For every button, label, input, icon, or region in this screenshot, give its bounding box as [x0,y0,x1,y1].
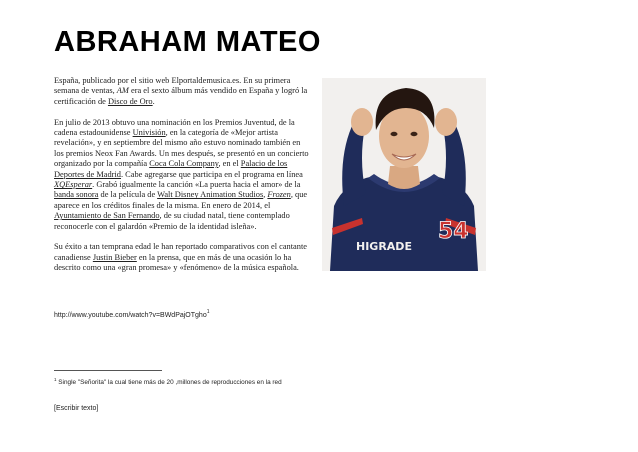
footnote-separator [54,370,162,371]
link-univision[interactable]: Univisión [132,128,166,138]
text-run: . [152,96,155,106]
album-title: AM [116,86,129,96]
link-ayuntamiento-san-fernando[interactable]: Ayuntamiento de San Fernando [54,211,160,221]
text-run: , en el [218,159,241,169]
artist-photo [322,78,486,271]
link-coca-cola-company[interactable]: Coca Cola Company [149,159,219,169]
link-banda-sonora[interactable]: banda sonora [54,190,99,200]
document-title: ABRAHAM MATEO [54,26,321,58]
text-run: era el sexto álbum más vendido en España y logró la certificación de [54,86,308,106]
link-frozen[interactable]: Frozen [267,190,291,200]
text-run: Su éxito a tan temprana edad le han reportado comparativos con el cantante canadiense [54,242,308,262]
paragraph-album-sales [54,76,310,107]
footnote-reference: 1 [206,309,210,315]
paragraph-nominations [54,118,310,232]
footnote [54,377,282,386]
video-url-text[interactable]: http://www.youtube.com/watch?v=BWdPajOTgho [54,312,207,319]
link-palacio-deportes-madrid[interactable]: Palacio de los Deportes de Madrid [54,159,288,179]
text-run: , de su ciudad natal, tiene contemplado reconocerle con el galardón «Premio de la identidad isleña». [54,211,290,231]
paragraph-comparisons [54,242,310,273]
text-run: , [263,190,268,200]
text-run: de la película de [98,190,158,200]
link-disco-de-oro[interactable]: Disco de Oro [107,96,153,106]
jersey-text: HIGRADE [356,240,412,253]
header-placeholder-text[interactable]: [Escribir texto] [54,405,99,412]
footnote-text: Single "Señorita" la cual tiene más de 20 ,millones de reproducciones en la red [56,379,282,386]
text-run: , que aparece en los créditos finales de la misma. En enero de 2014, el [54,190,308,210]
text-run: . Grabó igualmente la canción «La puerta hacia el amor» de la [92,180,301,190]
footnote-number: 1 [54,377,57,382]
text-run: En julio de 2013 obtuvo una nominación en los Premios Juventud, de la cadena estadounidense [54,117,295,138]
text-run: en la prensa, que en más de una ocasión lo ha descrito como una «gran promesa» y «fenómeno» de la música española. [54,252,299,273]
artist-photo-illustration [322,78,486,271]
text-run: . Cabe agregarse que participa en el programa en línea [120,169,303,179]
text-run: , en la categoría de «Mejor artista revelación», y en septiembre del mismo año estuvo nominado también en los premios Neox Fan Awards. Un mes después, se presentó en un concierto organizado por la compañía [54,128,309,169]
text-run: España, publicado por el sitio web Elportaldemusica.es. En su primera semana de ventas, [54,76,291,96]
article-body [54,76,310,284]
video-url[interactable] [54,309,210,319]
link-justin-bieber[interactable]: Justin Bieber [92,252,137,262]
link-xqesperar[interactable]: XQEsperar [54,180,93,190]
link-walt-disney-animation-studios[interactable]: Walt Disney Animation Studios [157,190,264,200]
jersey-number: 54 [438,219,469,244]
